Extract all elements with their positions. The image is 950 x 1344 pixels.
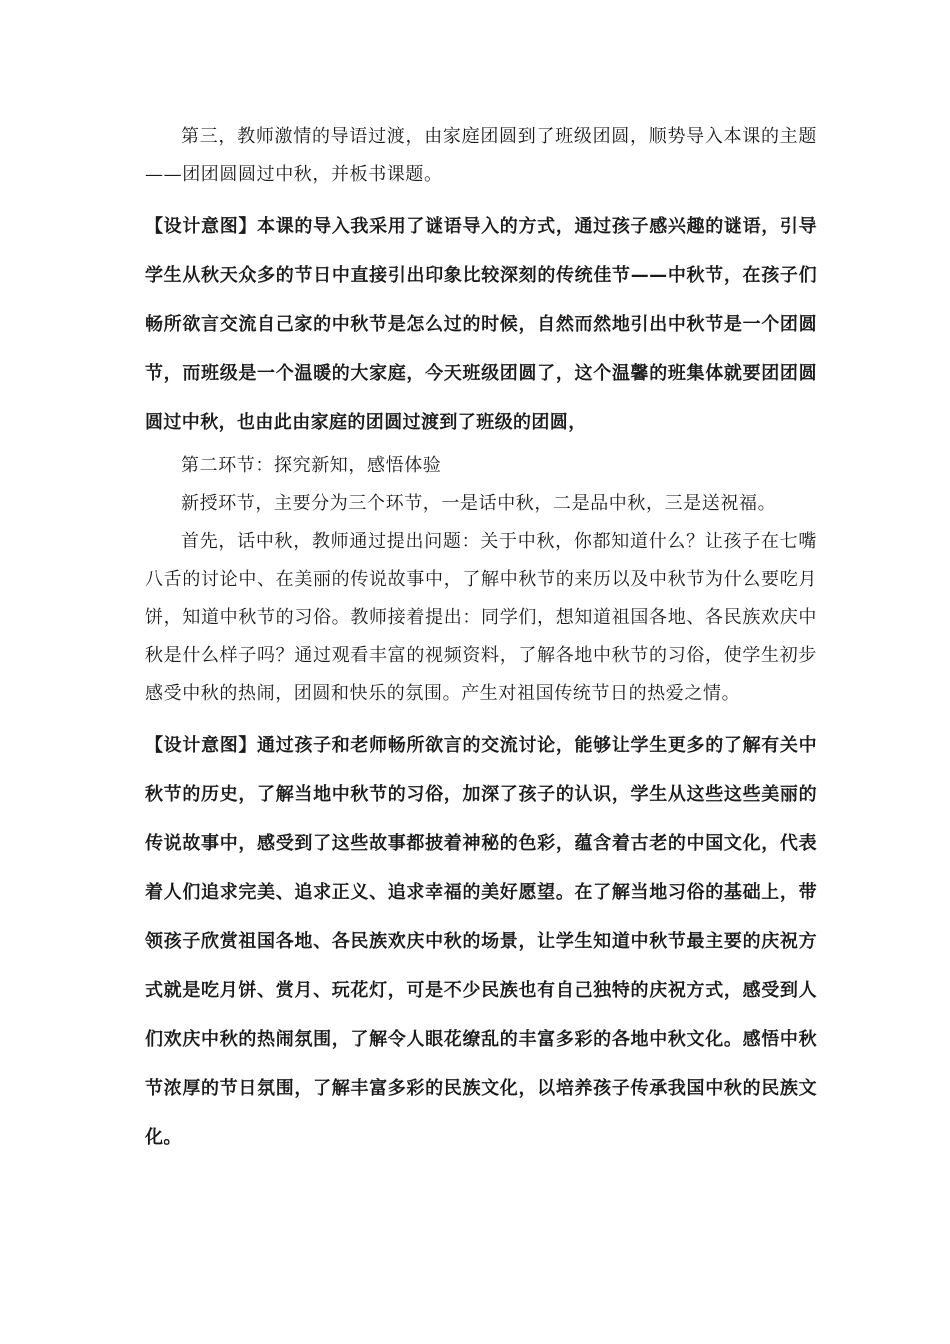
paragraph-transition: 第三，教师激情的导语过渡，由家庭团圆到了班级团圆，顺势导入本课的主题——团团圆圆过中秋，并板书课题。 bbox=[145, 126, 817, 185]
paragraph-new-lesson: 新授环节，主要分为三个环节，一是话中秋，二是品中秋，三是送祝福。 bbox=[181, 493, 777, 514]
paragraph-design-intent-2: 【设计意图】通过孩子和老师畅所欲言的交流讨论，能够让学生更多的了解有关中秋节的历史，了解当地中秋节的习俗，加深了孩子的认识，学生从这些这些美丽的传说故事中，感受到了这些故事都披着神秘的色彩，蕴含着古老的中国文化，代表着人们追求完美、追求正义、追求幸福的美好愿望。在了解当地习俗的基础上，带领孩子欣赏祖国各地、各民族欢庆中秋的场景，让学生知道中秋节最主要的庆祝方式就是吃月饼、赏月、玩花灯，可是不少民族也有自己独特的庆祝方式，感受到人们欢庆中秋的热闹氛围，了解令人眼花缭乱的丰富多彩的各地中秋文化。感悟中秋节浓厚的节日氛围，了解丰富多彩的民族文化，以培养孩子传承我国中秋的民族文化。 bbox=[145, 735, 817, 1148]
document-page bbox=[145, 118, 817, 1162]
paragraph-design-intent-1: 【设计意图】本课的导入我采用了谜语导入的方式，通过孩子感兴趣的谜语，引导学生从秋天众多的节日中直接引出印象比较深刻的传统佳节——中秋节，在孩子们畅所欲言交流自己家的中秋节是怎么过的时候，自然而然地引出中秋节是一个团圆节，而班级是一个温暖的大家庭，今天班级团圆了，这个温馨的班集体就要团团圆圆过中秋，也由此由家庭的团圆过渡到了班级的团圆， bbox=[145, 216, 817, 433]
paragraph-talk-mid-autumn: 首先，话中秋，教师通过提出问题：关于中秋，你都知道什么？让孩子在七嘴八舌的讨论中、在美丽的传说故事中，了解中秋节的来历以及中秋节为什么要吃月饼，知道中秋节的习俗。教师接着提出：同学们，想知道祖国各地、各民族欢庆中秋是什么样子吗？通过观看丰富的视频资料，了解各地中秋节的习俗，使学生初步感受中秋的热闹，团圆和快乐的氛围。产生对祖国传统节日的热爱之情。 bbox=[145, 531, 817, 704]
section-heading-second-stage: 第二环节：探究新知，感悟体验 bbox=[181, 455, 442, 476]
